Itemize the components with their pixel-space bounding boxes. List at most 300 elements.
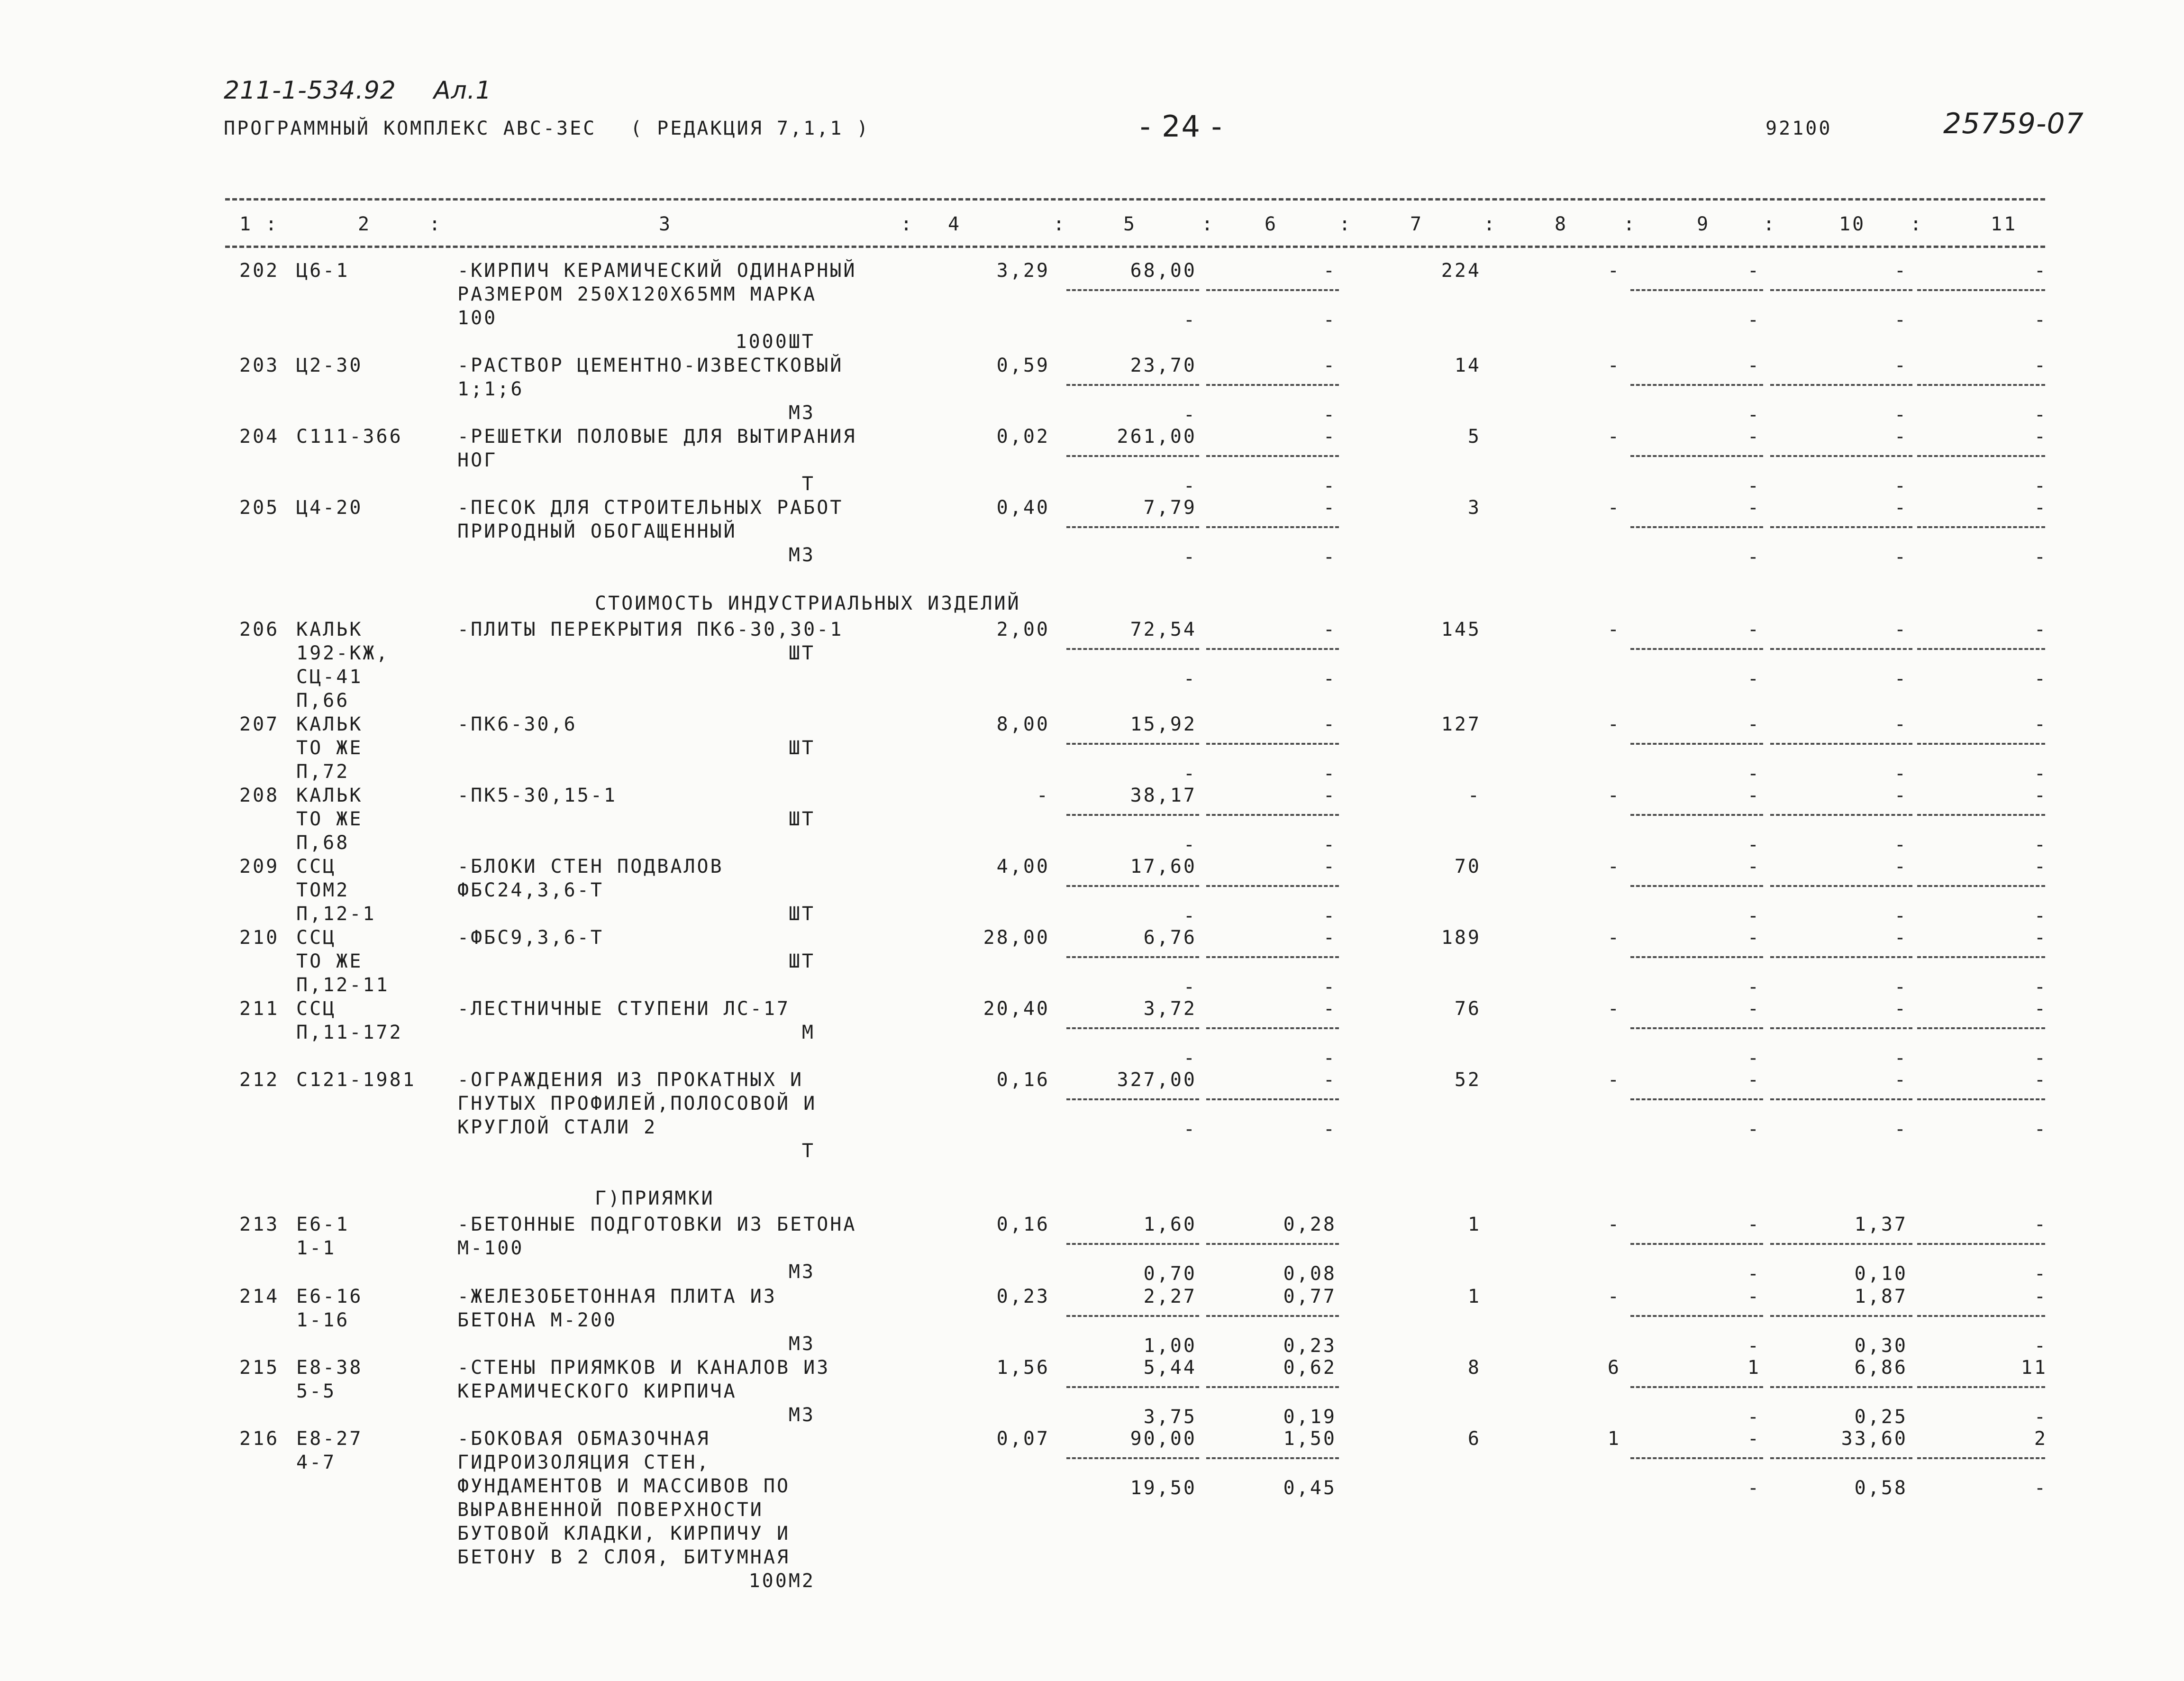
row-unit: ШТ — [788, 950, 815, 972]
cell-col5-sub: - — [1183, 1047, 1197, 1069]
cell-col5-sub: 19,50 — [1130, 1477, 1197, 1499]
cell-col11-sub: - — [2034, 834, 2048, 856]
cell-col10-sub: - — [1894, 475, 1908, 497]
row-description: -СТЕНЫ ПРИЯМКОВ И КАНАЛОВ ИЗ — [457, 1357, 830, 1379]
cell-col6: - — [1323, 260, 1337, 282]
cell-col9: - — [1747, 1069, 1761, 1091]
cell-col5-sub: 3,75 — [1143, 1406, 1197, 1428]
column-header-11: 11 — [1991, 213, 2018, 235]
row-unit: 1000ШТ — [735, 331, 815, 353]
row-unit: Т — [801, 1140, 815, 1162]
cell-col8: - — [1607, 619, 1621, 640]
cell-col11: - — [2034, 619, 2048, 640]
cell-col8: - — [1607, 785, 1621, 806]
cell-divider — [1206, 1027, 1339, 1029]
cell-col6-sub: - — [1323, 546, 1337, 568]
cell-col10-sub: - — [1894, 905, 1908, 927]
cell-col7: 76 — [1454, 998, 1481, 1020]
row-unit: ШТ — [788, 808, 815, 830]
column-header-9: 9 — [1697, 213, 1711, 235]
row-code: П,66 — [296, 690, 350, 712]
program-name: ПРОГРАММНЫЙ КОМПЛЕКС АВС-3ЕС — [224, 118, 597, 139]
cell-col6-sub: - — [1323, 309, 1337, 331]
cell-col9: - — [1747, 260, 1761, 282]
cell-col8: - — [1607, 355, 1621, 376]
row-number: 211 — [239, 998, 280, 1020]
row-number: 213 — [239, 1214, 280, 1235]
cell-divider — [1206, 455, 1339, 457]
row-description: ПРИРОДНЫЙ ОБОГАЩЕННЫЙ — [457, 521, 737, 542]
row-code: 192-КЖ, — [296, 642, 390, 664]
cell-divider — [1066, 1098, 1199, 1100]
cell-divider — [1066, 1386, 1199, 1388]
row-code: Ц6-1 — [296, 260, 350, 282]
cell-col6: - — [1323, 785, 1337, 806]
cell-col9: - — [1747, 355, 1761, 376]
cell-col11: - — [2034, 927, 2048, 949]
cell-col6-sub: - — [1323, 905, 1337, 927]
cell-col9: - — [1747, 998, 1761, 1020]
cell-col8: 1 — [1607, 1428, 1621, 1450]
column-separator: : — [1339, 213, 1353, 235]
cell-col9-sub: - — [1747, 309, 1761, 331]
cell-col5-sub: - — [1183, 546, 1197, 568]
cell-col8: - — [1607, 426, 1621, 448]
cell-col4: 0,07 — [996, 1428, 1050, 1450]
cell-col8: - — [1607, 1286, 1621, 1307]
cell-col5: 72,54 — [1130, 619, 1197, 640]
row-description: -БОКОВАЯ ОБМАЗОЧНАЯ — [457, 1428, 710, 1450]
cell-col6-sub: - — [1323, 1118, 1337, 1140]
cell-col8: - — [1607, 927, 1621, 949]
row-description: ГНУТЫХ ПРОФИЛЕЙ,ПОЛОСОВОЙ И — [457, 1093, 817, 1115]
cell-col10: - — [1894, 998, 1908, 1020]
cell-col9: - — [1747, 619, 1761, 640]
row-number: 204 — [239, 426, 280, 448]
row-description: -ЖЕЛЕЗОБЕТОННАЯ ПЛИТА ИЗ — [457, 1286, 777, 1307]
cell-col5-sub: 0,70 — [1143, 1263, 1197, 1285]
cell-col10-sub: - — [1894, 546, 1908, 568]
cell-divider — [1770, 1315, 1912, 1317]
cell-col6: - — [1323, 856, 1337, 877]
cell-divider — [1206, 1386, 1339, 1388]
table-rule-top — [225, 198, 2045, 201]
row-description: -ЛЕСТНИЧНЫЕ СТУПЕНИ ЛС-17 — [457, 998, 791, 1020]
cell-divider — [1770, 455, 1912, 457]
row-description: НОГ — [457, 449, 498, 471]
cell-col5: 3,72 — [1143, 998, 1197, 1020]
row-code: Ц4-20 — [296, 497, 363, 519]
cell-col10-sub: 0,10 — [1854, 1263, 1908, 1285]
cell-col9: - — [1747, 1286, 1761, 1307]
cell-col8: 6 — [1607, 1357, 1621, 1379]
cell-col7: 14 — [1454, 355, 1481, 376]
row-description: БУТОВОЙ КЛАДКИ, КИРПИЧУ И — [457, 1523, 791, 1544]
cell-col10: - — [1894, 785, 1908, 806]
cell-col9: - — [1747, 713, 1761, 735]
cell-col8: - — [1607, 713, 1621, 735]
cell-col6: - — [1323, 713, 1337, 735]
cell-divider — [1206, 289, 1339, 291]
cell-col4: 2,00 — [996, 619, 1050, 640]
cell-col10: - — [1894, 1069, 1908, 1091]
row-code: ССЦ — [296, 856, 337, 877]
row-code: ТО ЖЕ — [296, 737, 363, 759]
cell-col9-sub: - — [1747, 404, 1761, 426]
row-description: БЕТОНА М-200 — [457, 1309, 617, 1331]
cell-col9-sub: - — [1747, 1335, 1761, 1357]
cell-col6-sub: - — [1323, 976, 1337, 998]
row-number: 203 — [239, 355, 280, 376]
cell-divider — [1917, 384, 2045, 386]
row-description: -РЕШЕТКИ ПОЛОВЫЕ ДЛЯ ВЫТИРАНИЯ — [457, 426, 857, 448]
cell-col7: 6 — [1467, 1428, 1481, 1450]
cell-col4: 8,00 — [996, 713, 1050, 735]
cell-col7: 189 — [1441, 927, 1481, 949]
cell-divider — [1917, 956, 2045, 958]
row-description: ВЫРАВНЕННОЙ ПОВЕРХНОСТИ — [457, 1499, 764, 1521]
column-separator: : — [1201, 213, 1215, 235]
row-description: -ОГРАЖДЕНИЯ ИЗ ПРОКАТНЫХ И — [457, 1069, 804, 1091]
cell-divider — [1206, 743, 1339, 745]
cell-divider — [1917, 885, 2045, 887]
cell-divider — [1206, 814, 1339, 816]
cell-col5-sub: - — [1183, 404, 1197, 426]
row-description: 100 — [457, 307, 498, 329]
cell-col10: 1,37 — [1854, 1214, 1908, 1235]
cell-divider — [1630, 384, 1763, 386]
cell-divider — [1066, 384, 1199, 386]
cell-divider — [1630, 1243, 1763, 1245]
row-code: Е8-38 — [296, 1357, 363, 1379]
cell-col6-sub: - — [1323, 475, 1337, 497]
cell-divider — [1917, 1457, 2045, 1459]
cell-divider — [1206, 1457, 1339, 1459]
cell-col9: - — [1747, 497, 1761, 519]
cell-divider — [1917, 1027, 2045, 1029]
row-code: П,11-172 — [296, 1022, 403, 1043]
row-code: Е6-1 — [296, 1214, 350, 1235]
row-description: ГИДРОИЗОЛЯЦИЯ СТЕН, — [457, 1452, 710, 1473]
row-code: Ц2-30 — [296, 355, 363, 376]
cell-col5: 1,60 — [1143, 1214, 1197, 1235]
cell-divider — [1066, 1315, 1199, 1317]
cell-col11: - — [2034, 497, 2048, 519]
row-code: 5-5 — [296, 1380, 337, 1402]
cell-divider — [1206, 526, 1339, 528]
row-code: П,12-1 — [296, 903, 376, 925]
cell-col6: - — [1323, 426, 1337, 448]
cell-col10: - — [1894, 619, 1908, 640]
row-number: 207 — [239, 713, 280, 735]
row-description: 1;1;6 — [457, 378, 524, 400]
cell-col11: 2 — [2034, 1428, 2048, 1450]
cell-col10-sub: - — [1894, 404, 1908, 426]
cell-divider — [1066, 1457, 1199, 1459]
column-separator: : — [1053, 213, 1067, 235]
cell-col7: 3 — [1467, 497, 1481, 519]
cell-col9: - — [1747, 1428, 1761, 1450]
cell-col10: - — [1894, 497, 1908, 519]
cell-divider — [1770, 648, 1912, 650]
row-number: 202 — [239, 260, 280, 282]
column-separator: : — [1623, 213, 1637, 235]
cell-col5-sub: - — [1183, 309, 1197, 331]
cell-col11-sub: - — [2034, 1047, 2048, 1069]
cell-divider — [1630, 526, 1763, 528]
cell-col6: 0,77 — [1283, 1286, 1337, 1307]
cell-col11-sub: - — [2034, 976, 2048, 998]
row-unit: ШТ — [788, 737, 815, 759]
cell-col5: 90,00 — [1130, 1428, 1197, 1450]
cell-col11-sub: - — [2034, 546, 2048, 568]
cell-divider — [1917, 1098, 2045, 1100]
cell-divider — [1770, 1098, 1912, 1100]
cell-col5-sub: - — [1183, 668, 1197, 690]
cell-col11-sub: - — [2034, 404, 2048, 426]
cell-col7: 224 — [1441, 260, 1481, 282]
cell-col5-sub: 1,00 — [1143, 1335, 1197, 1357]
row-description: ФБС24,3,6-Т — [457, 879, 604, 901]
cell-col8: - — [1607, 998, 1621, 1020]
cell-col10-sub: - — [1894, 834, 1908, 856]
row-description: -ПК5-30,15-1 — [457, 785, 617, 806]
column-header-1: 1 — [239, 213, 253, 235]
cell-divider — [1770, 526, 1912, 528]
cell-col9-sub: - — [1747, 1406, 1761, 1428]
cell-col10-sub: 0,25 — [1854, 1406, 1908, 1428]
row-description: -ПК6-30,6 — [457, 713, 577, 735]
row-description: БЕТОНУ В 2 СЛОЯ, БИТУМНАЯ — [457, 1546, 791, 1568]
row-number: 209 — [239, 856, 280, 877]
cell-col5-sub: - — [1183, 976, 1197, 998]
cell-col10-sub: - — [1894, 1118, 1908, 1140]
cell-col6: - — [1323, 1069, 1337, 1091]
cell-col8: - — [1607, 856, 1621, 877]
row-code: ТО ЖЕ — [296, 950, 363, 972]
column-separator: : — [901, 213, 914, 235]
column-header-3: 3 — [659, 213, 673, 235]
cell-divider — [1066, 1027, 1199, 1029]
cell-divider — [1770, 384, 1912, 386]
cell-col11-sub: - — [2034, 905, 2048, 927]
cell-divider — [1770, 743, 1912, 745]
cell-col6-sub: 0,08 — [1283, 1263, 1337, 1285]
row-number: 210 — [239, 927, 280, 949]
cell-col6: - — [1323, 355, 1337, 376]
cell-divider — [1206, 648, 1339, 650]
cell-divider — [1630, 956, 1763, 958]
cell-col6-sub: 0,19 — [1283, 1406, 1337, 1428]
cell-col4: 0,40 — [996, 497, 1050, 519]
column-separator: : — [1910, 213, 1924, 235]
cell-col10-sub: 0,30 — [1854, 1335, 1908, 1357]
cell-col9: - — [1747, 426, 1761, 448]
cell-divider — [1066, 814, 1199, 816]
row-unit: М3 — [788, 544, 815, 566]
cell-col5-sub: - — [1183, 905, 1197, 927]
row-code: КАЛЬК — [296, 785, 363, 806]
cell-divider — [1630, 289, 1763, 291]
cell-col9-sub: - — [1747, 976, 1761, 998]
cell-col11-sub: - — [2034, 475, 2048, 497]
row-unit: 100М2 — [748, 1570, 815, 1592]
document-code: 211-1-534.92 — [224, 76, 396, 105]
cell-col10: - — [1894, 355, 1908, 376]
cell-col9-sub: - — [1747, 475, 1761, 497]
cell-divider — [1066, 1243, 1199, 1245]
cell-divider — [1066, 455, 1199, 457]
cell-divider — [1630, 814, 1763, 816]
header-code: 92100 — [1765, 118, 1832, 139]
row-description: КРУГЛОЙ СТАЛИ 2 — [457, 1116, 657, 1138]
cell-col11: - — [2034, 1286, 2048, 1307]
cell-col7: 145 — [1441, 619, 1481, 640]
cell-col6-sub: - — [1323, 834, 1337, 856]
cell-divider — [1206, 1243, 1339, 1245]
cell-col9: - — [1747, 927, 1761, 949]
row-code: 1-16 — [296, 1309, 350, 1331]
cell-col9-sub: - — [1747, 1118, 1761, 1140]
row-unit: М3 — [788, 1404, 815, 1426]
row-description: РАЗМЕРОМ 250Х120Х65ММ МАРКА — [457, 283, 817, 305]
document-number: 25759-07 — [1943, 107, 2084, 140]
section-title-industrial: СТОИМОСТЬ ИНДУСТРИАЛЬНЫХ ИЗДЕЛИЙ — [595, 593, 1021, 614]
cell-col4: 0,59 — [996, 355, 1050, 376]
row-number: 212 — [239, 1069, 280, 1091]
cell-col5: 23,70 — [1130, 355, 1197, 376]
cell-col6: - — [1323, 927, 1337, 949]
row-unit: М3 — [788, 1333, 815, 1355]
cell-col9: - — [1747, 785, 1761, 806]
cell-col11: 11 — [2020, 1357, 2048, 1379]
cell-divider — [1770, 1027, 1912, 1029]
row-code: ТО ЖЕ — [296, 808, 363, 830]
column-header-5: 5 — [1123, 213, 1137, 235]
cell-divider — [1917, 814, 2045, 816]
row-code: Е6-16 — [296, 1286, 363, 1307]
cell-divider — [1206, 885, 1339, 887]
cell-col9-sub: - — [1747, 763, 1761, 785]
cell-divider — [1066, 289, 1199, 291]
cell-col11: - — [2034, 355, 2048, 376]
cell-col10: - — [1894, 856, 1908, 877]
row-description: -БЕТОННЫЕ ПОДГОТОВКИ ИЗ БЕТОНА — [457, 1214, 857, 1235]
cell-col9: - — [1747, 856, 1761, 877]
row-code: П,72 — [296, 761, 350, 783]
cell-col6: - — [1323, 497, 1337, 519]
row-description: М-100 — [457, 1237, 524, 1259]
cell-col5-sub: - — [1183, 1118, 1197, 1140]
row-description: -БЛОКИ СТЕН ПОДВАЛОВ — [457, 856, 724, 877]
cell-col4: 0,02 — [996, 426, 1050, 448]
column-header-10: 10 — [1839, 213, 1866, 235]
cell-col6-sub: 0,23 — [1283, 1335, 1337, 1357]
row-unit: М3 — [788, 402, 815, 424]
page-number: - 24 - — [1140, 109, 1223, 144]
cell-col9: - — [1747, 1214, 1761, 1235]
row-number: 214 — [239, 1286, 280, 1307]
row-description: -РАСТВОР ЦЕМЕНТНО-ИЗВЕСТКОВЫЙ — [457, 355, 844, 376]
row-code: КАЛЬК — [296, 713, 363, 735]
column-separator: : — [429, 213, 443, 235]
cell-col10-sub: - — [1894, 1047, 1908, 1069]
cell-divider — [1206, 384, 1339, 386]
row-unit: М — [801, 1022, 815, 1043]
cell-col10-sub: - — [1894, 763, 1908, 785]
cell-col9-sub: - — [1747, 834, 1761, 856]
row-unit: ШТ — [788, 642, 815, 664]
row-code: П,12-11 — [296, 974, 390, 996]
cell-divider — [1066, 648, 1199, 650]
cell-col11-sub: - — [2034, 763, 2048, 785]
row-number: 206 — [239, 619, 280, 640]
cell-col10-sub: - — [1894, 309, 1908, 331]
row-number: 216 — [239, 1428, 280, 1450]
cell-col11: - — [2034, 713, 2048, 735]
cell-col5: 5,44 — [1143, 1357, 1197, 1379]
cell-col4: 28,00 — [983, 927, 1050, 949]
cell-col6: 1,50 — [1283, 1428, 1337, 1450]
cell-col11-sub: - — [2034, 668, 2048, 690]
row-code: С121-1981 — [296, 1069, 416, 1091]
cell-col6: - — [1323, 619, 1337, 640]
cell-col9-sub: - — [1747, 546, 1761, 568]
cell-divider — [1917, 648, 2045, 650]
cell-col9-sub: - — [1747, 1477, 1761, 1499]
cell-divider — [1630, 1098, 1763, 1100]
cell-col4: 0,16 — [996, 1069, 1050, 1091]
cell-col4: 0,16 — [996, 1214, 1050, 1235]
cell-col11-sub: - — [2034, 1406, 2048, 1428]
cell-col11-sub: - — [2034, 1263, 2048, 1285]
cell-col9-sub: - — [1747, 1047, 1761, 1069]
cell-col10-sub: - — [1894, 668, 1908, 690]
cell-divider — [1066, 526, 1199, 528]
cell-divider — [1630, 1386, 1763, 1388]
cell-col6-sub: - — [1323, 404, 1337, 426]
cell-col6: - — [1323, 998, 1337, 1020]
cell-col11-sub: - — [2034, 1477, 2048, 1499]
cell-col7: 127 — [1441, 713, 1481, 735]
row-unit: ШТ — [788, 903, 815, 925]
cell-col10: - — [1894, 426, 1908, 448]
cell-col11-sub: - — [2034, 309, 2048, 331]
cell-col11-sub: - — [2034, 1118, 2048, 1140]
cell-col4: 0,23 — [996, 1286, 1050, 1307]
cell-divider — [1630, 1315, 1763, 1317]
cell-col10: - — [1894, 927, 1908, 949]
row-description: -ПЛИТЫ ПЕРЕКРЫТИЯ ПК6-30,30-1 — [457, 619, 844, 640]
cell-col9-sub: - — [1747, 668, 1761, 690]
cell-col7: 5 — [1467, 426, 1481, 448]
cell-col11: - — [2034, 260, 2048, 282]
row-description: -ФБС9,3,6-Т — [457, 927, 604, 949]
cell-col5: 261,00 — [1117, 426, 1197, 448]
row-code: С111-366 — [296, 426, 403, 448]
row-code: ТОМ2 — [296, 879, 350, 901]
cell-col9-sub: - — [1747, 905, 1761, 927]
column-header-7: 7 — [1410, 213, 1424, 235]
cell-col10-sub: - — [1894, 976, 1908, 998]
cell-col8: - — [1607, 1069, 1621, 1091]
row-description: ФУНДАМЕНТОВ И МАССИВОВ ПО — [457, 1475, 791, 1497]
cell-col7: 1 — [1467, 1286, 1481, 1307]
cell-divider — [1206, 1315, 1339, 1317]
cell-col10: 33,60 — [1841, 1428, 1908, 1450]
cell-col8: - — [1607, 497, 1621, 519]
cell-divider — [1630, 648, 1763, 650]
